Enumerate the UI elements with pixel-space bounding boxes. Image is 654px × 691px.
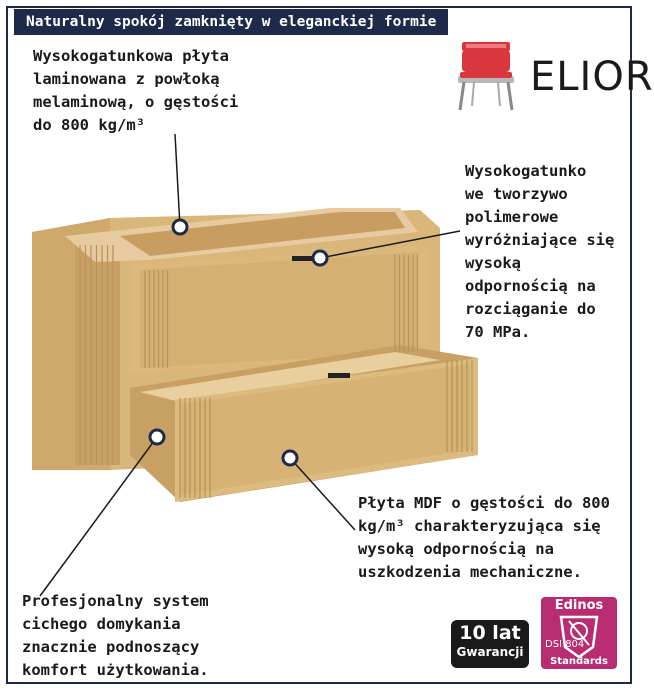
callout-polymer: Wysokogatunko we tworzywo polimerowe wyróżniające się wysoką odpornością na rozciąganie do 70 MPa. xyxy=(465,162,615,341)
headline-banner: Naturalny spokój zamknięty w eleganckiej formie xyxy=(14,9,448,35)
warranty-years: 10 lat xyxy=(459,622,521,644)
warranty-label: Gwarancji xyxy=(456,645,524,659)
edinos-badge xyxy=(541,597,617,669)
callout-soft-close: Profesjonalny system cichego domykania znacznie podnoszący komfort użytkowania. xyxy=(22,592,209,679)
brand-logo-text: ELIOR xyxy=(530,54,654,100)
callout-laminated-board: Wysokogatunkowa płyta laminowana z powłoką melaminową, o gęstości do 800 kg/m³ xyxy=(33,47,239,134)
edinos-dsi: DSI 804 xyxy=(545,639,585,650)
edinos-standards: Standards xyxy=(550,656,608,667)
edinos-title: Edinos xyxy=(554,598,604,613)
callout-mdf: Płyta MDF o gęstości do 800 kg/m³ charakteryzująca się wysoką odpornością na uszkodzenia mechaniczne. xyxy=(358,494,610,581)
warranty-badge xyxy=(451,620,529,668)
